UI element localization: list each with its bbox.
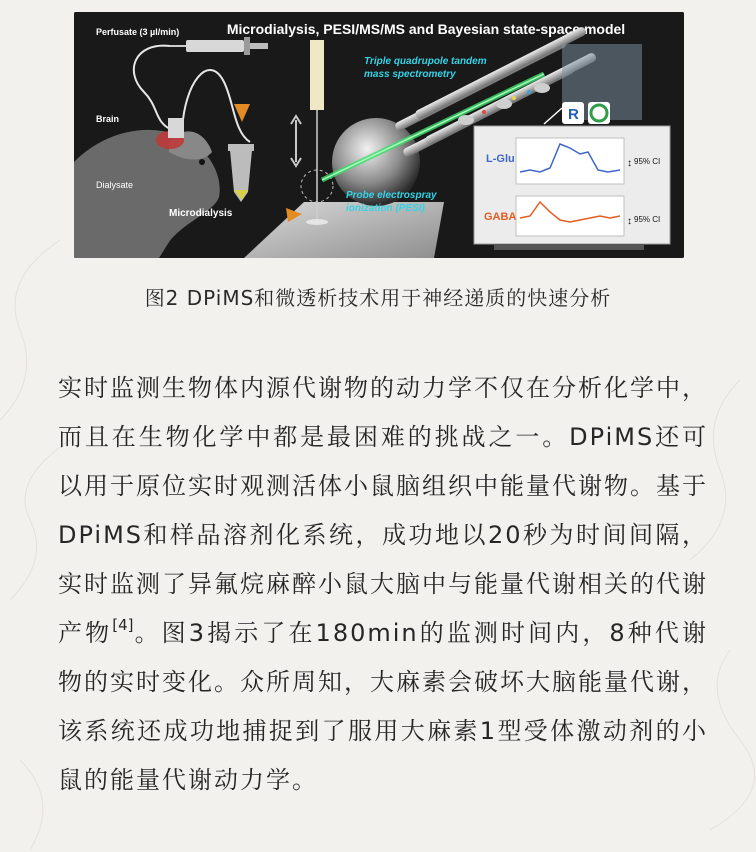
label-pesi-2: ionization (PESI) [346,203,425,214]
label-brain: Brain [96,114,120,124]
label-dialysate: Dialysate [96,180,134,190]
article-text-part-1: 实时监测生物体内源代谢物的动力学不仅在分析化学中，而且在生物化学中都是最困难的挑战之一。DPiMS还可以用于原位实时观测活体小鼠脑组织中能量代谢物。基于DPiMS和样品溶剂化系统，成功地以20秒为时间间隔，实时监测了异氟烷麻醉小鼠大脑中与能量代谢相关的代谢产物 [58,374,708,647]
label-lglu: L-Glu [486,153,515,165]
figure-microdialysis-pesi [74,12,684,258]
article-text-part-2: 。图3揭示了在180min的监测时间内，8种代谢物的实时变化。众所周知，大麻素会破坏大脑能量代谢，该系统还成功地捕捉到了服用大麻素1型受体激动剂的小鼠的能量代谢动力学。 [58,619,709,794]
label-tqms-1: Triple quadrupole tandem [364,56,487,67]
figure-title: Microdialysis, PESI/MS/MS and Bayesian state-space model [226,21,626,37]
label-microdialysis: Microdialysis [169,208,233,219]
label-perfusate: Perfusate (3 µl/min) [96,27,180,37]
r-logo-icon: R [568,106,579,123]
reference-marker[interactable]: [4] [112,616,134,634]
probe-holder [310,40,324,110]
label-gaba: GABA [484,211,517,223]
label-pesi-1: Probe electrospray [346,190,437,201]
label-ci-1: 95% CI [634,157,661,166]
article-paragraph [58,364,708,805]
svg-text:↕: ↕ [627,158,632,169]
label-ci-2: 95% CI [634,215,661,224]
article-body [58,364,708,805]
svg-text:↕: ↕ [627,216,632,227]
figure-illustration [74,12,684,258]
figure-caption: 图2 DPiMS和微透析技术用于神经递质的快速分析 [144,286,612,310]
label-tqms-2: mass spectrometry [364,69,456,80]
